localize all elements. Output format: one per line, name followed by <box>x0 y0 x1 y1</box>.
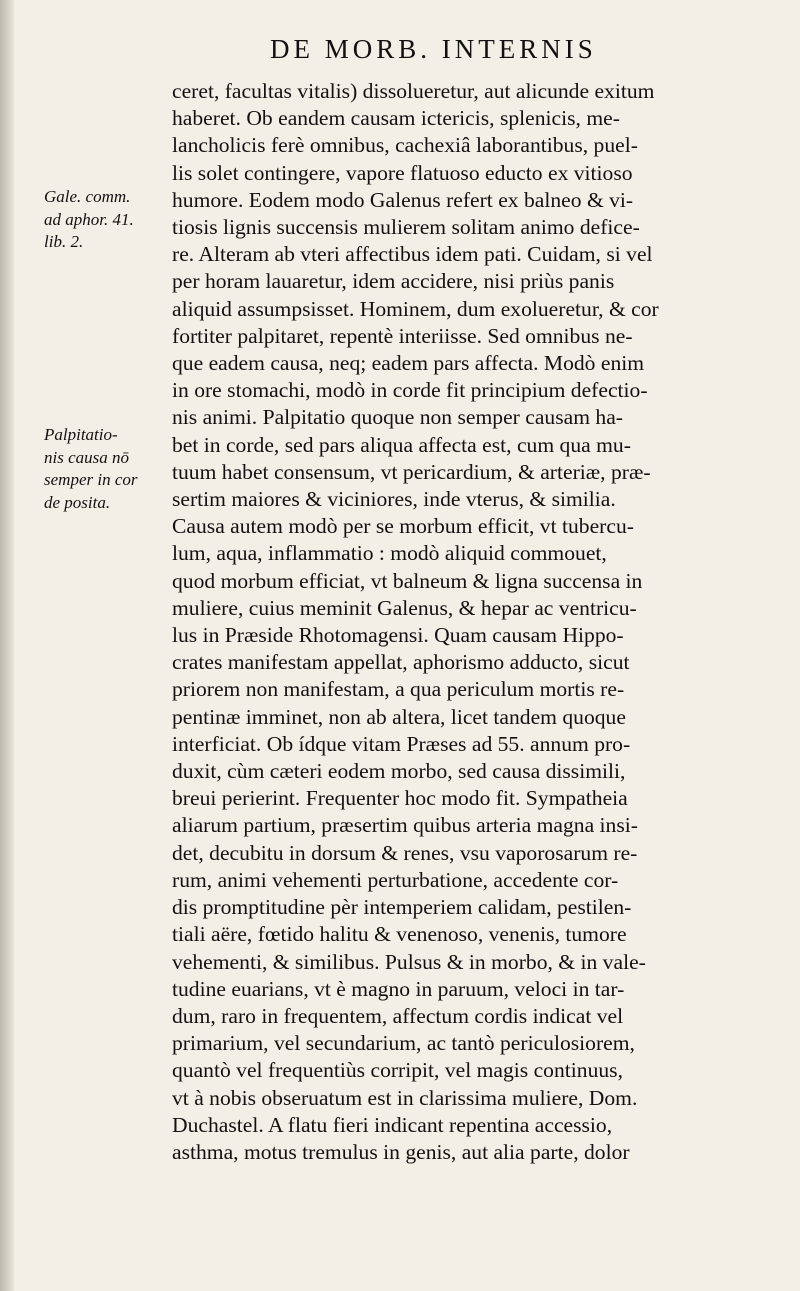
text-line: in ore stomachi, modò in corde fit principium defectio- <box>172 378 648 403</box>
margin-note-line: Palpitatio- <box>44 425 118 444</box>
text-line: quod morbum efficiat, vt balneum & ligna succensa in <box>172 568 643 593</box>
text-line: tudine euarians, vt è magno in paruum, veloci in tar- <box>172 976 625 1001</box>
text-line: vehementi, & similibus. Pulsus & in morbo, & in vale- <box>172 949 646 974</box>
text-line: tiali aëre, fœtido halitu & venenoso, venenis, tumore <box>172 922 627 947</box>
margin-note-line: semper in cor <box>44 470 138 489</box>
text-line: vt à nobis obseruatum est in clarissima muliere, Dom. <box>172 1085 638 1110</box>
text-line: fortiter palpitaret, repentè interiisse. Sed omnibus ne- <box>172 323 633 348</box>
text-line: ceret, facultas vitalis) dissolueretur, aut alicunde exitum <box>172 79 655 103</box>
body-text <box>172 78 764 1166</box>
text-line: asthma, motus tremulus in genis, aut alia parte, dolor <box>172 1139 630 1164</box>
text-line: breui perierint. Frequenter hoc modo fit. Sympatheia <box>172 786 628 811</box>
text-line: Duchastel. A flatu fieri indicant repentina accessio, <box>172 1112 613 1137</box>
text-line: lus in Præside Rhotomagensi. Quam causam Hippo- <box>172 623 624 648</box>
text-line: dum, raro in frequentem, affectum cordis indicat vel <box>172 1003 624 1028</box>
text-line: crates manifestam appellat, aphorismo adducto, sicut <box>172 650 630 675</box>
text-line: det, decubitu in dorsum & renes, vsu vaporosarum re- <box>172 840 638 865</box>
text-line: lum, aqua, inflammatio : modò aliquid commouet, <box>172 541 607 566</box>
margin-note-palpitation <box>44 424 168 514</box>
page-gutter-shadow <box>0 0 14 1291</box>
margin-note-line: ad aphor. 41. <box>44 209 134 229</box>
margin-note-line: nis causa nō <box>44 447 129 467</box>
text-line: aliarum partium, præsertim quibus arteria magna insi- <box>172 813 638 838</box>
text-line: sertim maiores & viciniores, inde vterus, & similia. <box>172 487 616 512</box>
text-line: pentinæ imminet, non ab altera, licet tandem quoque <box>172 704 626 729</box>
text-line: tuum habet consensum, vt pericardium, & arteriæ, præ- <box>172 459 651 484</box>
text-line: priorem non manifestam, a qua periculum mortis re- <box>172 677 625 702</box>
text-line: per horam lauaretur, idem accidere, nisi priùs panis <box>172 269 615 294</box>
running-header: DE MORB. INTERNIS <box>270 34 597 64</box>
text-line: rum, animi vehementi perturbatione, accedente cor- <box>172 867 619 892</box>
text-line: primarium, vel secundarium, ac tantò periculosiorem, <box>172 1031 635 1056</box>
margin-note-galen-reference <box>44 186 168 254</box>
text-line: humore. Eodem modo Galenus refert ex balneo & vi- <box>172 187 634 212</box>
text-line: re. Alteram ab vteri affectibus idem pati. Cuidam, si vel <box>172 242 653 267</box>
text-line: tiosis lignis succensis mulierem solitam animo defice- <box>172 215 640 240</box>
margin-note-line: Gale. comm. <box>44 187 131 206</box>
text-line: duxit, cùm cæteri eodem morbo, sed causa dissimili, <box>172 759 626 784</box>
text-line: muliere, cuius meminit Galenus, & hepar ac ventricu- <box>172 595 637 620</box>
text-line: quantò vel frequentiùs corripit, vel magis continuus, <box>172 1058 623 1083</box>
margin-note-line: lib. 2. <box>44 232 84 251</box>
text-line: bet in corde, sed pars aliqua affecta est, cum qua mu- <box>172 432 631 457</box>
text-line: lancholicis ferè omnibus, cachexiâ laborantibus, puel- <box>172 133 638 158</box>
text-line: aliquid assumpsisset. Hominem, dum exolueretur, & cor <box>172 296 659 321</box>
margin-note-line: de posita. <box>44 492 111 512</box>
text-line: nis animi. Palpitatio quoque non semper causam ha- <box>172 405 623 430</box>
text-line: lis solet contingere, vapore flatuoso educto ex vitioso <box>172 160 633 185</box>
text-line: dis promptitudine pèr intemperiem calidam, pestilen- <box>172 895 632 920</box>
text-line: haberet. Ob eandem causam ictericis, splenicis, me- <box>172 106 620 131</box>
text-line: Causa autem modò per se morbum efficit, vt tubercu- <box>172 514 634 539</box>
text-line: que eadem causa, neq; eadem pars affecta. Modò enim <box>172 351 645 376</box>
text-line: interficiat. Ob ídque vitam Præses ad 55. annum pro- <box>172 731 631 756</box>
